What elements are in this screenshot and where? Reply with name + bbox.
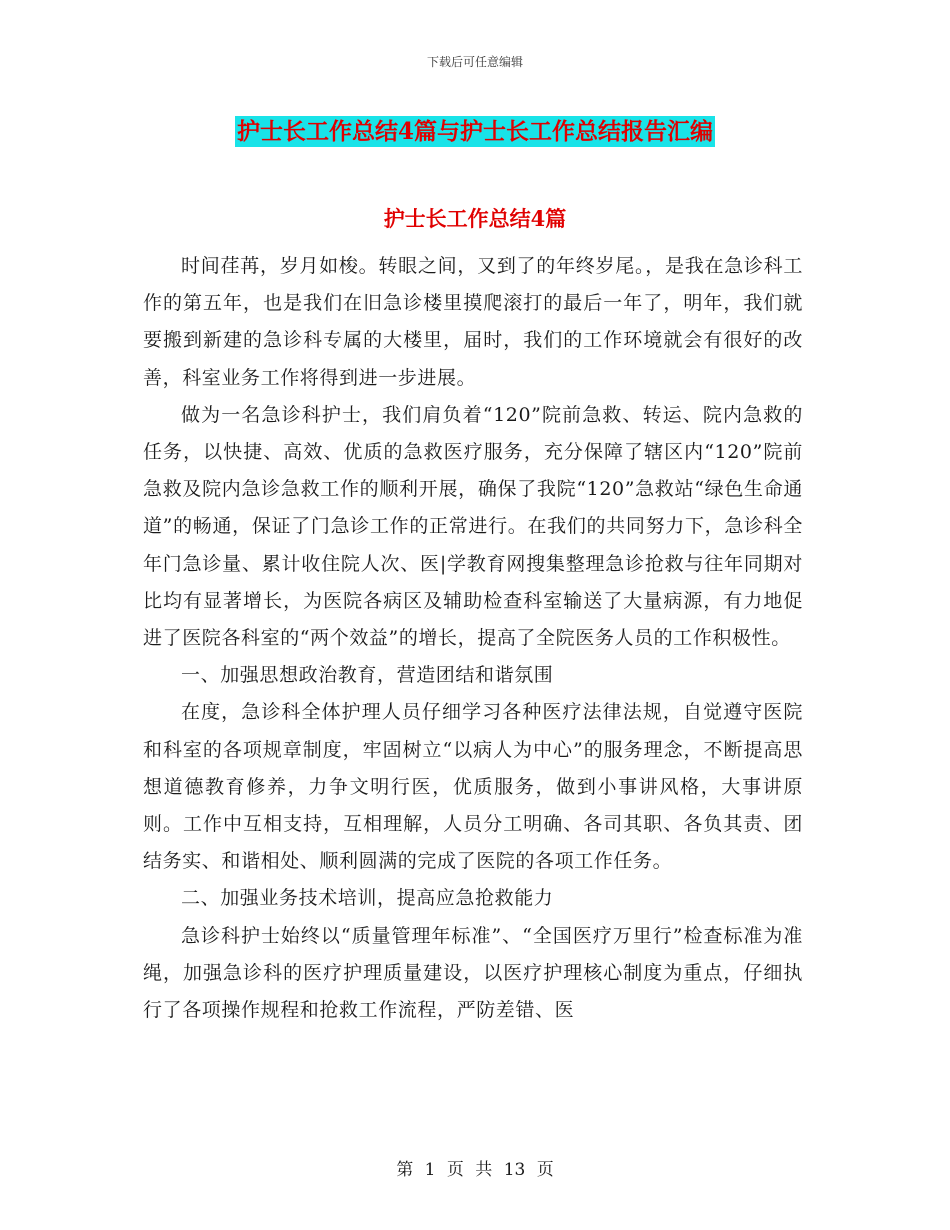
header-note: 下载后可任意编辑: [426, 55, 523, 69]
section-title: 护士长工作总结4篇: [383, 206, 567, 231]
paragraph: 时间荏苒，岁月如梭。转眼之间，又到了的年终岁尾。，是我在急诊科工作的第五年，也是我们在旧急诊楼里摸爬滚打的最后一年了，明年，我们就要搬到新建的急诊科专属的大楼里，届时，我们的工作环境就会有很好的改善，科室业务工作将得到进一步进展。: [143, 255, 803, 389]
page-footer: 第 1 页 共 13 页: [396, 1160, 554, 1180]
paragraph: 在度，急诊科全体护理人员仔细学习各种医疗法律法规，自觉遵守医院和科室的各项规章制度，牢固树立“以病人为中心”的服务理念，不断提高思想道德教育修养，力争文明行医，优质服务，做到小事讲风格，大事讲原则。工作中互相支持，互相理解，人员分工明确、各司其职、各负其责、团结务实、和谐相处、顺利圆满的完成了医院的各项工作任务。: [143, 701, 803, 873]
body-text: [143, 248, 803, 1029]
section-heading: 二、加强业务技术培训，提高应急抢救能力: [181, 887, 554, 910]
paragraph: 急诊科护士始终以“质量管理年标准”、“全国医疗万里行”检查标准为准绳，加强急诊科的医疗护理质量建设，以医疗护理核心制度为重点，仔细执行了各项操作规程和抢救工作流程，严防差错、医: [143, 924, 803, 1022]
section-heading: 一、加强思想政治教育，营造团结和谐氛围: [181, 664, 554, 687]
paragraph: 做为一名急诊科护士，我们肩负着“120”院前急救、转运、院内急救的任务，以快捷、高效、优质的急救医疗服务，充分保障了辖区内“120”院前急救及院内急诊急救工作的顺利开展，确保了我院“120”急救站“绿色生命通道”的畅通，保证了门急诊工作的正常进行。在我们的共同努力下，急诊科全年门急诊量、累计收住院人次、医|学教育网搜集整理急诊抢救与往年同期对比均有显著增长，为医院各病区及辅助检查科室输送了大量病源，有力地促进了医院各科室的“两个效益”的增长，提高了全院医务人员的工作积极性。: [143, 403, 803, 650]
document-title: [0, 113, 950, 146]
document-title-text: 护士长工作总结4篇与护士长工作总结报告汇编: [236, 118, 713, 145]
